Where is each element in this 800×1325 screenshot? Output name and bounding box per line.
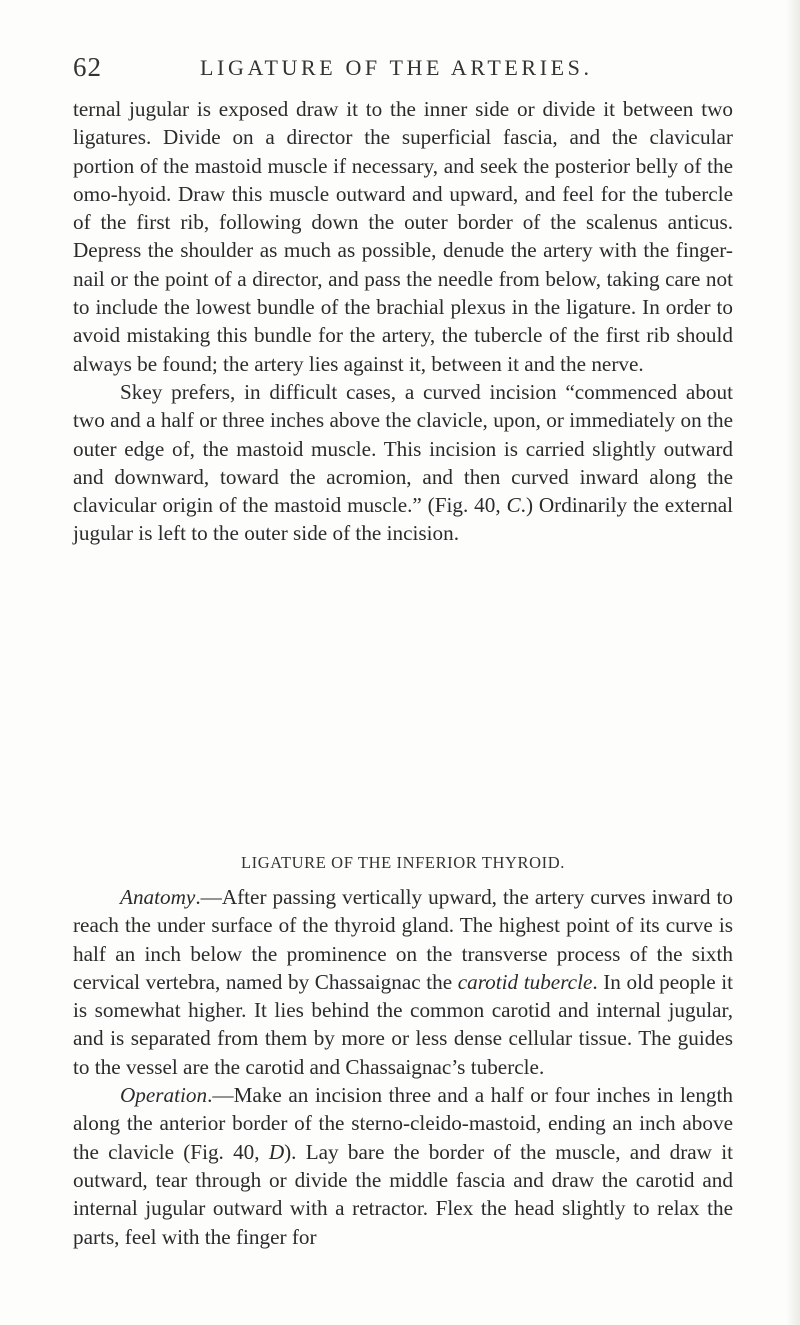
carotid-tubercle-term: carotid tubercle [457, 969, 593, 994]
operation-label: Operation [120, 1083, 208, 1108]
section-text-block [73, 883, 733, 1251]
paragraph-text: .—Make an incision three and a half or four inches in length along the anterior border of the sterno-cleido-mastoid, ending an inch above the clavicle (Fig. 40, [73, 1083, 733, 1164]
continued-text-block [73, 95, 733, 548]
page-edge-shadow [786, 0, 800, 1325]
figure-letter: C [506, 493, 521, 518]
paragraph-ligature-technique [73, 95, 733, 378]
page-header [73, 52, 733, 86]
paragraph-operation [73, 1081, 733, 1251]
paragraph-skey-incision [73, 378, 733, 548]
paragraph-text: ternal jugular is exposed draw it to the inner side or divide it between two ligatures. Divide on a director the superficial fascia, and the clavicular portion of the mastoid muscle if necessary, and seek the posterior belly of the omo-hyoid. Draw this muscle outward and upward, and feel for the tubercle of the first rib, following down the outer border of the scalenus anticus. Depress the shoulder as much as possible, denude the artery with the finger-nail or the point of a director, and pass the needle from below, taking care not to include the lowest bundle of the brachial plexus in the ligature. In order to avoid mistaking this bundle for the artery, the tubercle of the first rib should always be found; the artery lies against it, between it and the nerve. [73, 97, 733, 376]
paragraph-text: ). Lay bare the border of the muscle, and draw it outward, tear through or divide the middle fascia and draw the carotid and internal jugular outward with a retractor. Flex the head slightly to relax the parts, feel with the finger for [73, 1139, 733, 1249]
section-heading: LIGATURE OF THE INFERIOR THYROID. [241, 853, 565, 872]
figure-letter: D [268, 1139, 285, 1164]
running-head: LIGATURE OF THE ARTERIES. [200, 55, 593, 80]
page-number: 62 [73, 52, 102, 82]
paragraph-text: .) Ordinarily the external jugular is left to the outer side of the incision. [73, 493, 733, 546]
paragraph-anatomy [73, 883, 733, 1081]
paragraph-text: .—After passing vertically upward, the artery curves inward to reach the under surface of the thyroid gland. The highest point of its curve is half an inch below the prominence on the transverse process of the sixth cervical vertebra, named by Chassaignac the [73, 885, 733, 994]
paragraph-text: . In old people it is somewhat higher. It lies behind the common carotid and internal jugular, and is separated from them by more or less dense cellular tissue. The guides to the vessel are the carotid and Chassaignac’s tubercle. [73, 969, 733, 1079]
anatomy-label: Anatomy [120, 885, 196, 909]
paragraph-text: Skey prefers, in difficult cases, a curved incision “commenced about two and a half or three inches above the clavicle, upon, or immediately on the outer edge of, the mastoid muscle. This incision is carried slightly outward and downward, toward the acromion, and then curved inward along the clavicular origin of the mastoid muscle.” (Fig. 40, [73, 379, 733, 518]
